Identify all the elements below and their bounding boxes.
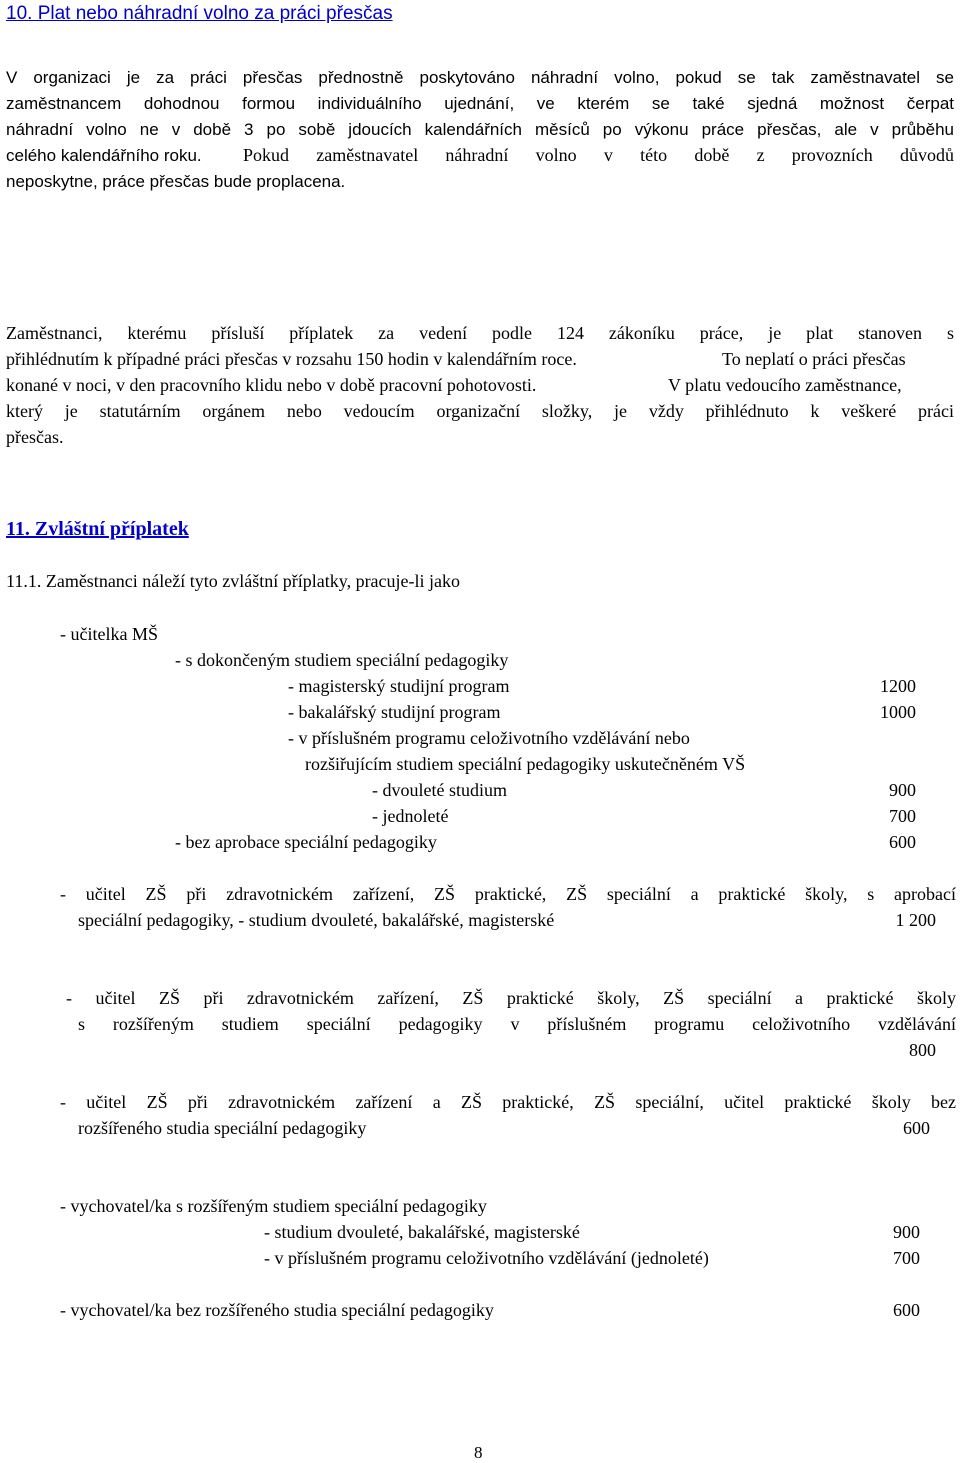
para1-line: neposkytne, práce přesčas bude proplacena.: [6, 172, 346, 191]
dvoulete-label: - dvouleté studium: [372, 780, 507, 800]
section-11-1-intro: 11.1. Zaměstnanci náleží tyto zvláštní příplatky, pracuje-li jako: [6, 571, 461, 591]
vychovatel1-studium-label: - studium dvouleté, bakalářské, magisterské: [264, 1222, 580, 1242]
jednolete-label: - jednoleté: [372, 806, 449, 826]
para1-line: náhradní volno ne v době 3 po sobě jdoucích kalendářních měsíců po výkonu práce přesčas, ale v průběhu: [6, 120, 954, 139]
bakalarsky-value: 1000: [880, 702, 916, 722]
para2-line: který je statutárním orgánem nebo vedoucím organizační složky, je vždy přihlédnuto k veškeré práci: [6, 401, 954, 421]
para2-line: Zaměstnanci, kterému přísluší příplatek za vedení podle 124 zákoníku práce, je plat stanoven s: [6, 323, 954, 343]
ucitel3-line: - učitel ZŠ při zdravotnickém zařízení a ZŠ praktické, ZŠ speciální, učitel praktické školy bez: [60, 1092, 956, 1112]
ucitel2-value: 800: [909, 1040, 936, 1060]
bakalarsky-label: - bakalářský studijní program: [288, 702, 501, 722]
vychovatel2-value: 600: [893, 1300, 920, 1320]
vychovatel1-celozivotni-value: 700: [893, 1248, 920, 1268]
ucitel3-line: rozšířeného studia speciální pedagogiky: [78, 1118, 367, 1138]
celozivotni-line: rozšiřujícím studiem speciální pedagogiky uskutečněném VŠ: [305, 754, 746, 774]
para1-line: V organizaci je za práci přesčas přednostně poskytováno náhradní volno, pokud se tak zaměstnavatel se: [6, 68, 954, 87]
para2-line: konané v noci, v den pracovního klidu nebo v době pracovní pohotovosti.: [6, 375, 537, 395]
para2-line: přihlédnutím k případné práci přesčas v rozsahu 150 hodin v kalendářním roce.: [6, 349, 577, 369]
celozivotni-line: - v příslušném programu celoživotního vzdělávání nebo: [288, 728, 690, 748]
para1-line: zaměstnancem dohodnou formou individuálního ujednání, ve kterém se také sjedná možnost čerpat: [6, 94, 954, 113]
ucitel3-value: 600: [903, 1118, 930, 1138]
vychovatel1-title: - vychovatel/ka s rozšířeným studiem speciální pedagogiky: [60, 1196, 487, 1216]
bez-aprobace-label: - bez aprobace speciální pedagogiky: [175, 832, 437, 852]
ucitel1-line: speciální pedagogiky, - studium dvouleté, bakalářské, magisterské: [78, 910, 555, 930]
jednolete-value: 700: [889, 806, 916, 826]
ucitelka-title: - učitelka MŠ: [60, 624, 158, 644]
para2-line: přesčas.: [6, 427, 64, 447]
para2-line: To neplatí o práci přesčas: [722, 349, 906, 369]
ucitel1-line: - učitel ZŠ při zdravotnickém zařízení, ZŠ praktické, ZŠ speciální a praktické školy, s aprobací: [60, 884, 956, 904]
magistersky-label: - magisterský studijní program: [288, 676, 510, 696]
ucitel2-line: s rozšířeným studiem speciální pedagogiky v příslušném programu celoživotního vzdělávání: [78, 1014, 956, 1034]
vychovatel1-celozivotni-label: - v příslušném programu celoživotního vzdělávání (jednoleté): [264, 1248, 709, 1268]
ucitelka-sub: - s dokončeným studiem speciální pedagogiky: [175, 650, 509, 670]
ucitel1-value: 1 200: [895, 910, 936, 930]
section-10-heading: 10. Plat nebo náhradní volno za práci přesčas: [6, 3, 393, 24]
ucitel2-line: - učitel ZŠ při zdravotnickém zařízení, ZŠ praktické školy, ZŠ speciální a praktické školy: [66, 988, 956, 1008]
para2-line: V platu vedoucího zaměstnance,: [668, 375, 902, 395]
para1-line: Pokud zaměstnavatel náhradní volno v této době z provozních důvodů: [243, 145, 954, 165]
vychovatel1-studium-value: 900: [893, 1222, 920, 1242]
dvoulete-value: 900: [889, 780, 916, 800]
section-11-heading: 11. Zvláštní příplatek: [6, 518, 189, 540]
bez-aprobace-value: 600: [889, 832, 916, 852]
magistersky-value: 1200: [880, 676, 916, 696]
para1-line: celého kalendářního roku.: [6, 146, 202, 165]
page-number: 8: [474, 1443, 483, 1462]
vychovatel2-label: - vychovatel/ka bez rozšířeného studia speciální pedagogiky: [60, 1300, 494, 1320]
